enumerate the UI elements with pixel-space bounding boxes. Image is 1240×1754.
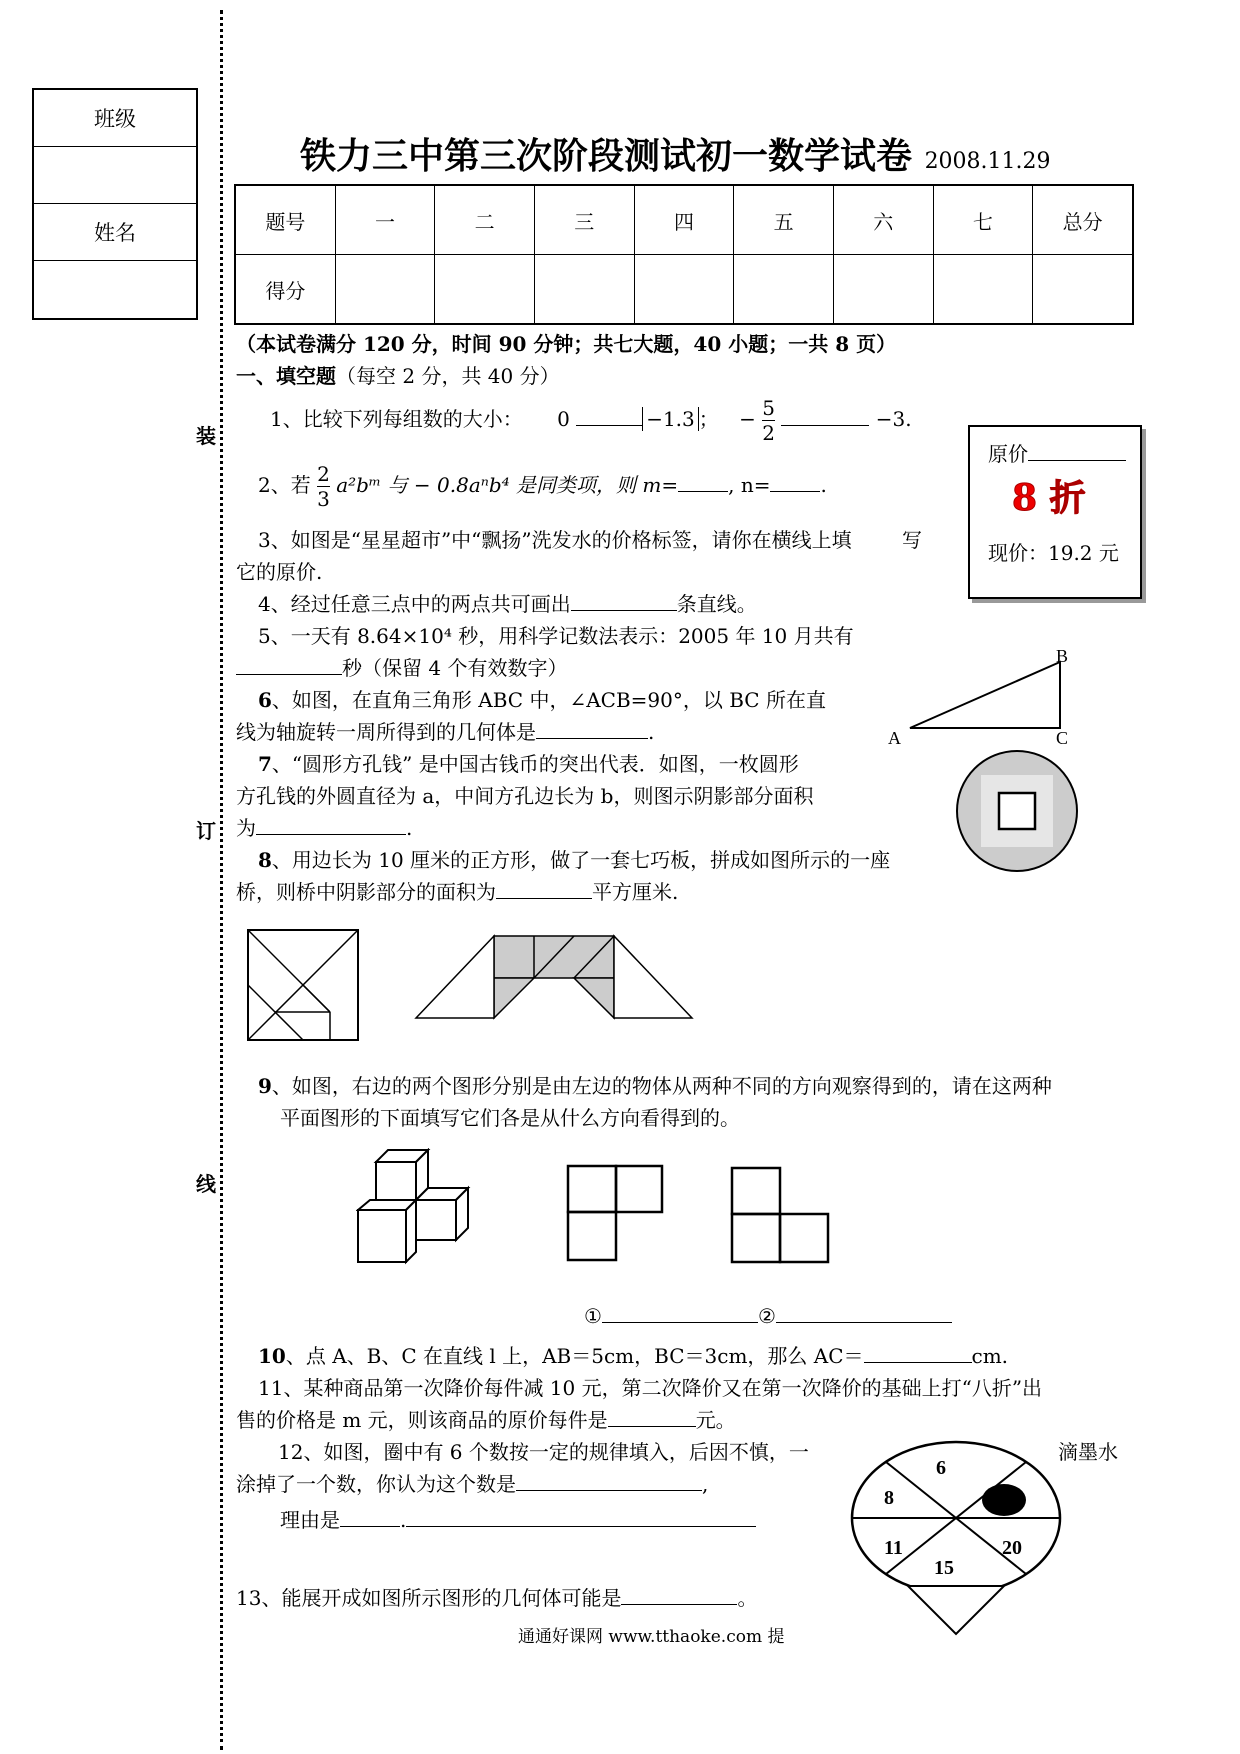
exam-title: [300, 128, 1051, 179]
score-input-cell[interactable]: [734, 255, 834, 325]
q2-blank-n[interactable]: [770, 471, 820, 492]
q12-line-3: 理由是: [280, 1508, 340, 1532]
q11-line-2-post: 元。: [695, 1408, 736, 1432]
score-cell: 一: [335, 185, 435, 255]
question-10: [258, 1340, 1008, 1369]
q8-num: 8: [258, 848, 272, 872]
q12-comma: ,: [702, 1472, 709, 1496]
score-input-cell[interactable]: [534, 255, 634, 325]
question-12-line-2: [236, 1468, 708, 1497]
q6-end: .: [648, 720, 655, 744]
view-figure-1: [566, 1164, 666, 1264]
question-1: 1、比较下列每组数的大小： 0 −1.3 ； − $\frac{5}{2}$ −3.: [270, 396, 912, 445]
q1-c: −3: [875, 407, 906, 431]
score-input-cell[interactable]: [634, 255, 734, 325]
q12-dot: .: [400, 1508, 407, 1532]
current-price: 现价：19.2 元: [988, 541, 1119, 565]
student-info-box: [32, 88, 198, 320]
binding-label-xian: 线: [196, 1172, 216, 1196]
score-table-header-row: [235, 185, 1133, 255]
ink-blot: [982, 1484, 1026, 1516]
q2-num: 2: [317, 462, 330, 486]
original-price-label: 原价: [988, 442, 1028, 466]
score-cell: 五: [734, 185, 834, 255]
score-table: [234, 184, 1134, 325]
q12-blank-reason-a[interactable]: [340, 1506, 400, 1527]
q2-den: 3: [317, 487, 330, 511]
cube-stack-figure: [356, 1148, 486, 1276]
score-table-score-row: [235, 255, 1133, 325]
q2-fraction: [317, 462, 330, 511]
q6-line-1: 、如图，在直角三角形 ABC 中，∠ACB=90°，以 BC 所在直: [271, 688, 826, 712]
q4-pre: 4、经过任意三点中的两点共可画出: [258, 592, 571, 616]
circle-number-6: 6: [936, 1457, 946, 1479]
q10-text: 、点 A、B、C 在直线 l 上，AB＝5cm，BC＝3cm，那么 AC＝: [285, 1344, 864, 1368]
question-7-line-3: [236, 812, 412, 841]
score-input-cell[interactable]: [335, 255, 435, 325]
q9-answer-blanks: [584, 1302, 952, 1328]
original-price-blank[interactable]: [1028, 440, 1126, 461]
score-cell: 七: [933, 185, 1033, 255]
circle-number-15: 15: [934, 1557, 954, 1579]
q1-minus: −: [739, 407, 756, 431]
q8-line-2: 桥，则桥中阴影部分的面积为: [236, 880, 496, 904]
q9-marker-1: ①: [584, 1304, 602, 1328]
q2-blank-m[interactable]: [678, 471, 728, 492]
question-5-line-2: [236, 652, 567, 681]
question-12-line-3: [280, 1504, 756, 1533]
q9-blank-1[interactable]: [602, 1302, 758, 1323]
view-figure-2: [730, 1166, 834, 1276]
question-6-line-1: [258, 684, 826, 713]
score-row-label: 得分: [235, 255, 335, 325]
q7-line-1: 、“圆形方孔钱” 是中国古钱币的突出代表．如图，一枚圆形: [271, 752, 799, 776]
q1-b: −1.3: [642, 407, 699, 431]
q1-text: 1、比较下列每组数的大小：: [270, 407, 523, 431]
circle-number-8: 8: [884, 1487, 894, 1509]
exam-intro: （本试卷满分 120 分，时间 90 分钟；共七大题，40 小题；一共 8 页）: [236, 332, 897, 356]
q1-a: 0: [557, 407, 570, 431]
triangle-label-c: C: [1056, 728, 1069, 748]
tangram-square-figure: [246, 928, 362, 1044]
q8-blank[interactable]: [496, 878, 592, 899]
q9-num: 9: [258, 1074, 272, 1098]
q9-line-2: 平面图形的下面填写它们各是从什么方向看得到的。: [280, 1106, 740, 1130]
question-13: [236, 1582, 757, 1611]
q12-line-2: 涂掉了一个数，你认为这个数是: [236, 1472, 516, 1496]
question-11-line-2: [236, 1404, 736, 1433]
score-cell: 总分: [1033, 185, 1133, 255]
q7-line-2: 方孔钱的外圆直径为 a，中间方孔边长为 b，则图示阴影部分面积: [236, 784, 814, 808]
score-cell: 三: [534, 185, 634, 255]
q1-end: .: [905, 407, 912, 431]
triangle-label-a: A: [888, 728, 901, 748]
score-cell: 二: [435, 185, 535, 255]
q10-unit: cm.: [971, 1344, 1009, 1368]
q2-pre: 2、若: [258, 473, 311, 497]
section-1-title: 一、填空题: [236, 364, 336, 388]
q13-pre: 13、能展开成如图所示图形的几何体可能是: [236, 1586, 622, 1610]
name-field[interactable]: [34, 261, 196, 317]
q1-fraction: [762, 396, 775, 445]
q7-line-3: 为: [236, 816, 256, 840]
question-7-line-1: [258, 748, 799, 777]
binding-label-zhuang: 装: [196, 424, 216, 448]
q12-extra: 滴墨水: [1058, 1440, 1118, 1464]
q10-blank[interactable]: [864, 1342, 972, 1363]
q5-blank[interactable]: [236, 654, 342, 675]
q13-blank[interactable]: [621, 1584, 737, 1605]
q6-blank[interactable]: [536, 718, 648, 739]
binding-dotted-line: [220, 10, 223, 1750]
q8-post: 平方厘米.: [592, 880, 679, 904]
score-input-cell[interactable]: [435, 255, 535, 325]
q5-post: 秒（保留 4 个有效数字）: [342, 656, 568, 680]
q6-num: 6: [258, 688, 272, 712]
question-9-line-1: [258, 1070, 1052, 1099]
q3-line-1: 3、如图是“星星超市”中“飘扬”洗发水的价格标签，请你在横线上填: [258, 528, 852, 552]
q7-blank[interactable]: [256, 814, 406, 835]
triangle-figure: [880, 650, 1100, 750]
score-cell: 四: [634, 185, 734, 255]
q2-mid: , n=: [728, 473, 771, 497]
discount-label: 8 折: [1012, 477, 1086, 519]
q11-blank[interactable]: [608, 1406, 696, 1427]
triangle-label-b: B: [1056, 650, 1069, 666]
q1-blank-1[interactable]: [576, 405, 642, 426]
q9-blank-2[interactable]: [776, 1302, 952, 1323]
q11-line-1: 11、某种商品第一次降价每件减 10 元，第二次降价又在第一次降价的基础上打“八折”出: [258, 1376, 1043, 1400]
question-3-line-1: [258, 524, 922, 553]
circle-number-20: 20: [1002, 1537, 1022, 1559]
title-text: 铁力三中第三次阶段测试初一数学试卷: [300, 135, 913, 177]
score-cell: 六: [833, 185, 933, 255]
tangram-bridge-figure: [414, 934, 694, 1040]
section-1-note: （每空 2 分，共 40 分）: [336, 364, 560, 388]
q11-line-2-pre: 售的价格是 m 元，则该商品的原价每件是: [236, 1408, 608, 1432]
exam-date: 2008.11.29: [924, 149, 1051, 174]
q13-end: 。: [737, 1586, 758, 1610]
q3-extra: 写: [901, 528, 922, 552]
page-footer: 通通好课网 www.tthaoke.com 提: [518, 1627, 785, 1647]
q6-line-2: 线为轴旋转一周所得到的几何体是: [236, 720, 536, 744]
q12-line-1: 12、如图，圈中有 6 个数按一定的规律填入，后因不慎，一: [278, 1440, 809, 1464]
q12-blank-reason-b[interactable]: [406, 1506, 756, 1527]
question-6-line-2: [236, 716, 654, 745]
q1-blank-2[interactable]: [781, 405, 869, 426]
q12-blank-number[interactable]: [516, 1470, 702, 1491]
class-field[interactable]: [34, 147, 196, 204]
q7-num: 7: [258, 752, 272, 776]
class-label: 班级: [34, 90, 196, 147]
section-1-heading: [236, 360, 560, 389]
q1-num: 5: [762, 396, 775, 420]
coin-figure: [948, 748, 1086, 874]
score-input-cell[interactable]: [933, 255, 1033, 325]
q9-line-1: 、如图，右边的两个图形分别是由左边的物体从两种不同的方向观察得到的，请在这两种: [271, 1074, 1052, 1098]
q4-blank[interactable]: [571, 590, 677, 611]
name-label: 姓名: [34, 204, 196, 261]
question-2: [258, 462, 827, 511]
binding-label-ding: 订: [196, 819, 216, 843]
score-cell: 题号: [235, 185, 335, 255]
question-4: [258, 588, 757, 617]
q9-marker-2: ②: [757, 1304, 776, 1328]
q1-den: 2: [762, 421, 775, 445]
q5-line-1: 5、一天有 8.64×10⁴ 秒，用科学记数法表示：2005 年 10 月共有: [258, 624, 854, 648]
score-input-cell[interactable]: [833, 255, 933, 325]
q7-end: .: [406, 816, 413, 840]
q8-line-1: 、用边长为 10 厘米的正方形，做了一套七巧板，拼成如图所示的一座: [271, 848, 891, 872]
question-8-line-1: [258, 844, 890, 873]
number-circle-figure: [848, 1438, 1068, 1638]
price-tag-original: [988, 438, 1126, 467]
circle-number-11: 11: [884, 1537, 903, 1559]
q2-end: .: [820, 473, 827, 497]
q3-line-2: 它的原价.: [236, 560, 323, 584]
q4-post: 条直线。: [676, 592, 757, 616]
score-input-cell[interactable]: [1033, 255, 1133, 325]
q10-num: 10: [258, 1344, 286, 1368]
question-8-line-2: [236, 876, 678, 905]
q2-expression: a²bᵐ 与 − 0.8aⁿb⁴ 是同类项，则 m=: [336, 473, 679, 497]
